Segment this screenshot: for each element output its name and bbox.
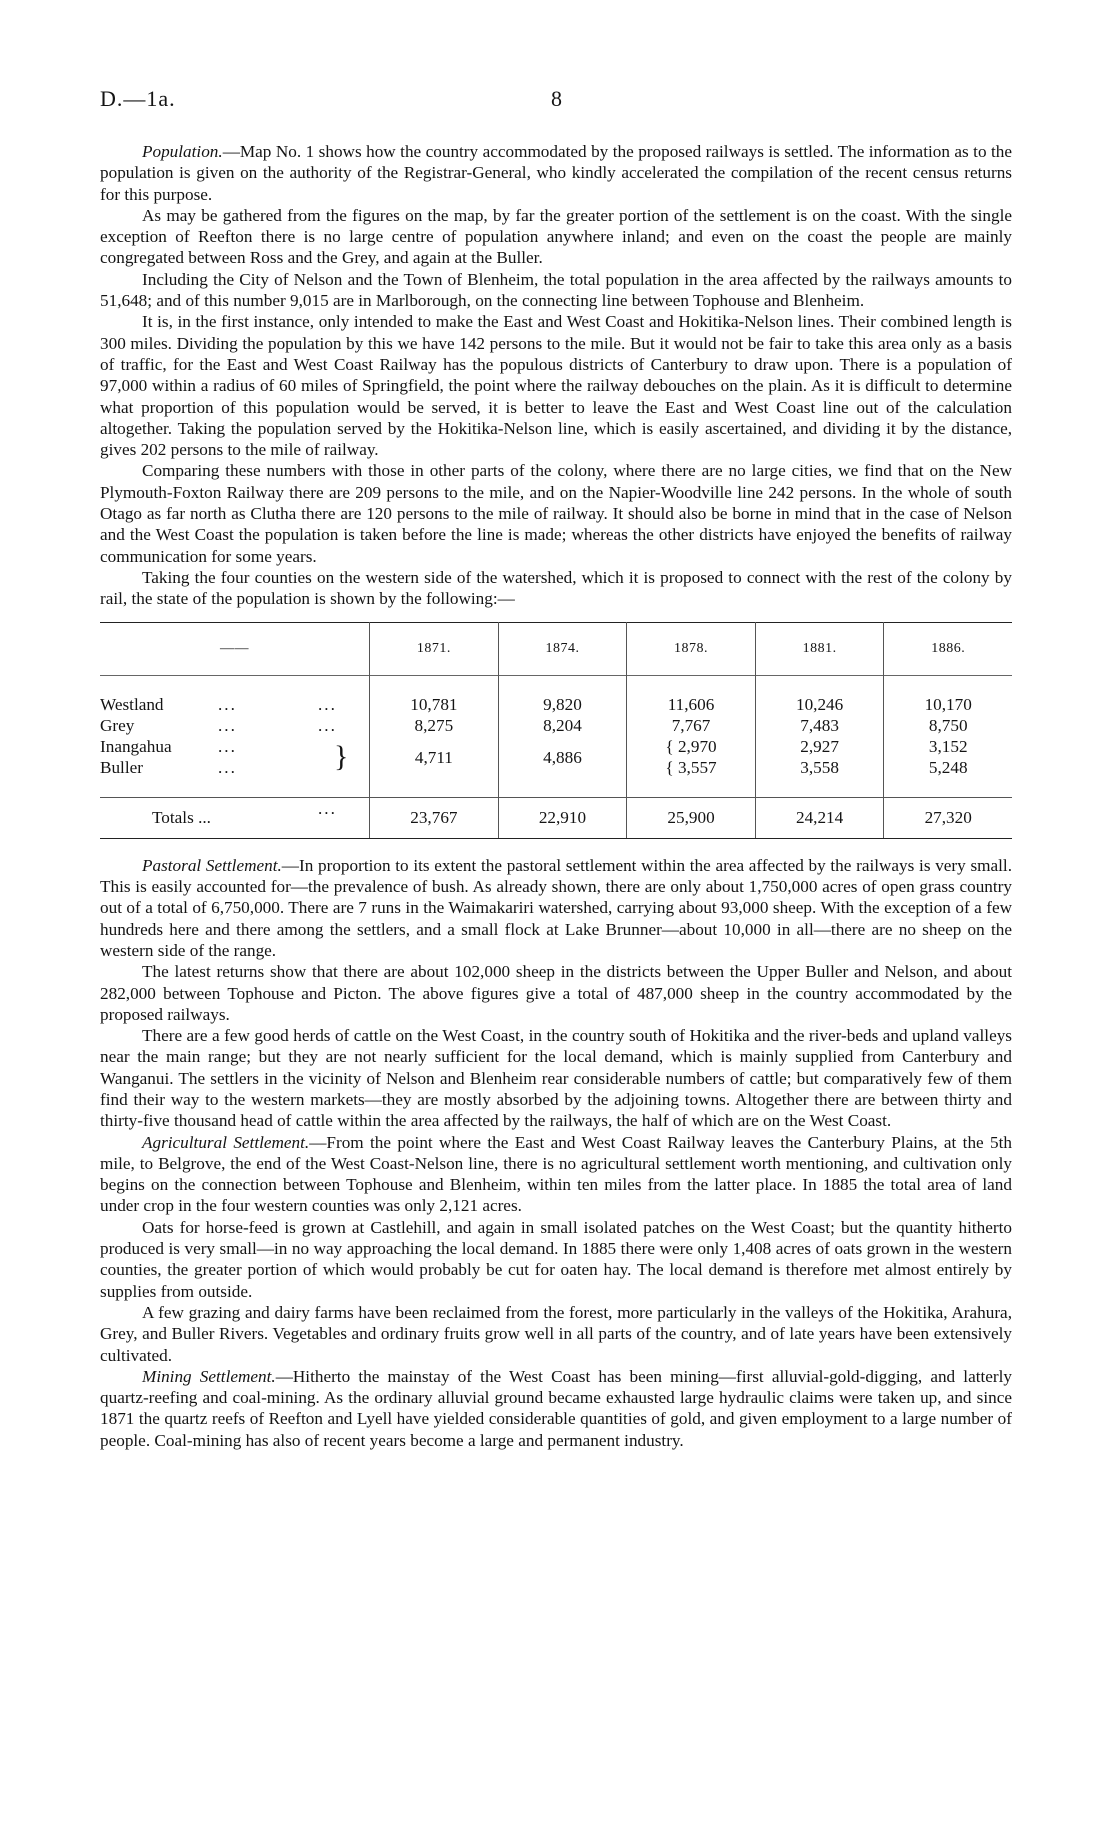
section-heading-population: Population. <box>142 142 223 161</box>
table-cell: { 3,557 <box>627 757 756 778</box>
total-cell: 22,910 <box>498 797 627 838</box>
table-cell-merged: 4,711 <box>370 736 499 779</box>
paragraph: Pastoral Settlement.—In proportion to its extent the pastoral settlement within the area affected by the railways is very small. This is easily accounted for—the prevalence of bush. As already shown, there are only about 1,750,000 acres of open grass country out of a total of 6,750,000. There are 7 runs in the Waimakariri watershed, carrying about 93,000 sheep. With the exception of a few hundreds here and there among the settlers, and a small flock at Lake Brunner—about 10,000 in all—there are no sheep on the western side of the range. <box>100 855 1012 960</box>
county-name: Inangahua <box>100 737 172 757</box>
table-cell: 7,767 <box>627 715 756 736</box>
table-cell-merged: 4,886 <box>498 736 627 779</box>
table-header-row <box>100 622 1012 675</box>
page-number: 8 <box>551 86 563 111</box>
document-reference: D.—1a. <box>100 86 176 111</box>
section-heading-pastoral: Pastoral Settlement. <box>142 855 282 875</box>
paragraph: There are a few good herds of cattle on the West Coast, in the country south of Hokitika and the river-beds and upland valleys near the main range; but they are not nearly sufficient for the local demand, which is mainly supplied from Canterbury and Wanganui. The settlers in the vicinity of Nelson and Blenheim rear considerable numbers of cattle; but comparatively few of them find their way to the western markets—they are mostly absorbed by the adjoining towns. Altogether there are between thirty and thirty-five thousand head of cattle within the area affected by the railways, the half of which are on the West Coast. <box>100 1026 1012 1131</box>
county-name: Buller <box>100 758 143 778</box>
paragraph: Population.—Map No. 1 shows how the country accommodated by the proposed railways is settled. The information as to the population is given on the authority of the Registrar-General, who kindly accelerated the compilation of the recent census returns for this purpose. <box>100 142 1012 204</box>
paragraph: Including the City of Nelson and the Town of Blenheim, the total population in the area affected by the railways amounts to 51,648; and of this number 9,015 are in Marlborough, on the connecting line between Tophouse and Blenheim. <box>100 269 1012 311</box>
table-cell: 8,204 <box>498 715 627 736</box>
table-cell: 11,606 <box>627 694 756 715</box>
county-name: Westland <box>100 694 164 714</box>
table-row: Grey ... ... 8,275 8,204 7,767 7,483 8,750 <box>100 715 1012 736</box>
paragraph: The latest returns show that there are about 102,000 sheep in the districts between the Upper Buller and Nelson, and about 282,000 between Tophouse and Picton. The above figures give a total of 487,000 sheep in the country accommodated by the proposed railways. <box>100 962 1012 1024</box>
paragraph: Mining Settlement.—Hitherto the mainstay of the West Coast has been mining—first alluvial-gold-digging, and latterly quartz-reefing and coal-mining. As the ordinary alluvial ground became exhausted large hydraulic claims were taken up, and since 1871 the quartz reefs of Reefton and Lyell have yielded considerable quantities of gold, and given employment to a large number of people. Coal-mining has also of recent years become a large and permanent industry. <box>100 1366 1012 1450</box>
table-row: Buller ... { 3,557 3,558 5,248 <box>100 757 1012 778</box>
table-cell: 2,927 <box>755 736 884 757</box>
table-cell: 3,152 <box>884 736 1012 757</box>
page-header <box>100 86 1014 114</box>
table-cell: 10,246 <box>755 694 884 715</box>
paragraph: It is, in the first instance, only intended to make the East and West Coast and Hokitika-Nelson lines. Their combined length is 300 miles. Dividing the population by this we have 142 persons to the mile. But it would not be fair to take this area only as a basis of traffic, for the East and West Coast Railway has the populous districts of Canterbury to draw upon. There is a population of 97,000 within a radius of 60 miles of Springfield, the point where the railway debouches on the plain. As it is difficult to determine what proportion of this population would be served, it is better to leave the East and West Coast line out of the calculation altogether. Taking the population served by the Hokitika-Nelson line, which is easily ascertained, and dividing it by the distance, gives 202 persons to the mile of railway. <box>100 312 1012 460</box>
total-cell: 24,214 <box>755 797 884 838</box>
totals-label: Totals <box>152 808 194 828</box>
table-corner: —— <box>220 640 250 656</box>
population-table <box>100 622 1012 839</box>
table-row: Inangahua ... } 4,711 4,886 { 2,970 2,927 3,152 <box>100 736 1012 757</box>
table-cell: 10,781 <box>370 694 499 715</box>
paragraph: Comparing these numbers with those in other parts of the colony, where there are no large cities, we find that on the New Plymouth-Foxton Railway there are 209 persons to the mile, and on the Napier-Woodville line 242 persons. In the whole of south Otago as far north as Clutha there are 120 persons to the mile of railway. It should also be borne in mind that in the case of Nelson and the West Coast the population is taken before the line is made; whereas the other districts have enjoyed the benefits of railway communication for some years. <box>100 461 1012 566</box>
year-header: 1878. <box>627 622 756 675</box>
totals-row: Totals ... ... 23,767 22,910 25,900 24,214 27,320 <box>100 797 1012 838</box>
table-row: Westland ... ... 10,781 9,820 11,606 10,246 10,170 <box>100 694 1012 715</box>
total-cell: 23,767 <box>370 797 499 838</box>
paragraph: A few grazing and dairy farms have been reclaimed from the forest, more particularly in the valleys of the Hokitika, Arahura, Grey, and Buller Rivers. Vegetables and ordinary fruits grow well in all parts of the country, and of late years have been extensively cultivated. <box>100 1302 1012 1365</box>
year-header: 1874. <box>498 622 627 675</box>
table-cell: 7,483 <box>755 715 884 736</box>
table-cell: { 2,970 <box>627 736 756 757</box>
document-body <box>100 141 1012 1451</box>
table-cell: 9,820 <box>498 694 627 715</box>
year-header: 1881. <box>755 622 884 675</box>
paragraph: Oats for horse-feed is grown at Castlehill, and again in small isolated patches on the West Coast; but the quantity hitherto produced is very small—in no way approaching the local demand. In 1885 there were only 1,408 acres of oats grown in the western counties, the greater portion of which would probably be cut for oaten hay. The local demand is therefore met almost entirely by supplies from outside. <box>100 1217 1012 1301</box>
total-cell: 27,320 <box>884 797 1012 838</box>
county-name: Grey <box>100 715 135 735</box>
paragraph: Agricultural Settlement.—From the point where the East and West Coast Railway leaves the Canterbury Plains, at the 5th mile, to Belgrove, the end of the West Coast-Nelson line, there is no agricultural settlement worth mentioning, and cultivation only begins on the connection between Tophouse and Blenheim, within ten miles from the latter place. In 1885 the total area of land under crop in the four western counties was only 2,121 acres. <box>100 1132 1012 1216</box>
paragraph: Taking the four counties on the western side of the watershed, which it is proposed to connect with the rest of the colony by rail, the state of the population is shown by the following:— <box>100 567 1012 609</box>
table-cell: 3,558 <box>755 757 884 778</box>
table-cell: 8,750 <box>884 715 1012 736</box>
total-cell: 25,900 <box>627 797 756 838</box>
section-heading-agricultural: Agricultural Settlement. <box>142 1132 310 1152</box>
year-header: 1871. <box>370 622 499 675</box>
table-cell: 5,248 <box>884 757 1012 778</box>
table-cell: 10,170 <box>884 694 1012 715</box>
section-heading-mining: Mining Settlement. <box>142 1366 276 1386</box>
year-header: 1886. <box>884 622 1012 675</box>
table-cell: 8,275 <box>370 715 499 736</box>
paragraph: As may be gathered from the figures on the map, by far the greater portion of the settlement is on the coast. With the single exception of Reefton there is no large centre of population anywhere inland; and even on the coast the people are mainly congregated between Ross and the Grey, and again at the Buller. <box>100 205 1012 268</box>
brace-glyph: } <box>334 740 349 774</box>
